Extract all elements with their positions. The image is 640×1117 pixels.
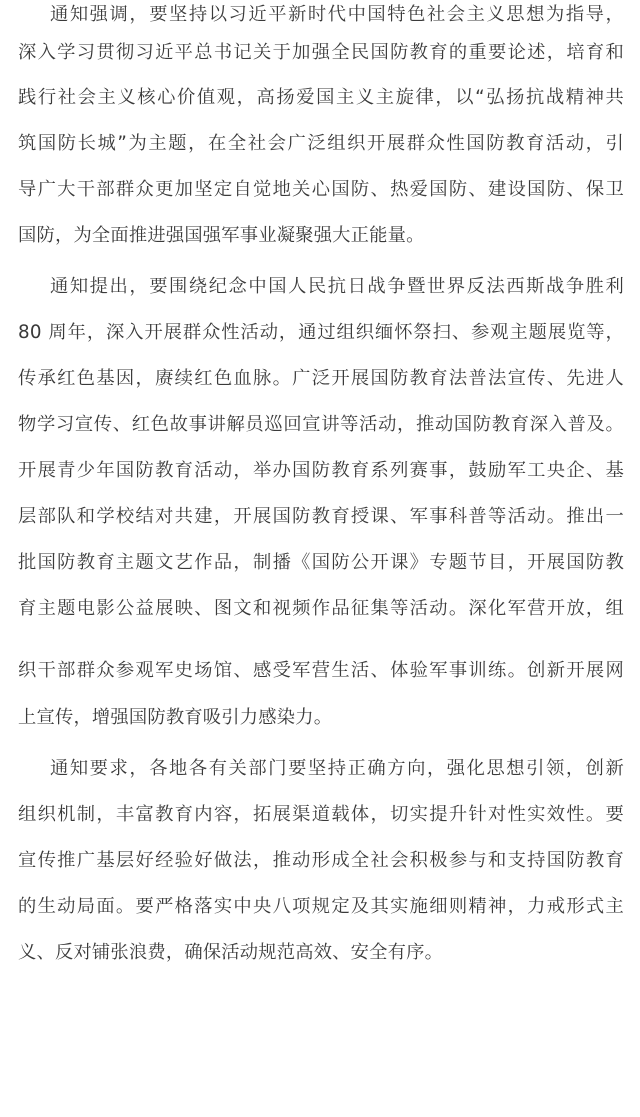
text-line: 组织机制，丰富教育内容，拓展渠道载体，切实提升针对性实效性。要 <box>18 804 624 825</box>
text-line: 育主题电影公益展映、图文和视频作品征集等活动。深化军营开放，组 <box>18 598 624 619</box>
text-line: 物学习宣传、红色故事讲解员巡回宣讲等活动，推动国防教育深入普及。 <box>18 414 624 435</box>
text-line: 践行社会主义核心价值观，高扬爱国主义主旋律，以“弘扬抗战精神共 <box>18 87 624 108</box>
text-line: 宣传推广基层好经验好做法，推动形成全社会积极参与和支持国防教育 <box>18 850 624 871</box>
text-line: 筑国防长城”为主题，在全社会广泛组织开展群众性国防教育活动，引 <box>18 133 624 154</box>
text-line: 开展青少年国防教育活动，举办国防教育系列赛事，鼓励军工央企、基 <box>18 460 624 481</box>
text-line: 深入学习贯彻习近平总书记关于加强全民国防教育的重要论述，培育和 <box>18 42 624 63</box>
text-line: 上宣传，增强国防教育吸引力感染力。 <box>18 707 333 728</box>
text-line: 通知提出，要围绕纪念中国人民抗日战争暨世界反法西斯战争胜利 <box>50 276 624 297</box>
text-line: 批国防教育主题文艺作品，制播《国防公开课》专题节目，开展国防教 <box>18 552 624 573</box>
text-line: 通知要求，各地各有关部门要坚持正确方向，强化思想引领，创新 <box>50 758 624 779</box>
text-line: 传承红色基因，赓续红色血脉。广泛开展国防教育法普法宣传、先进人 <box>18 368 624 389</box>
text-line: 80 周年，深入开展群众性活动，通过组织缅怀祭扫、参观主题展览等， <box>18 322 624 343</box>
text-line: 层部队和学校结对共建，开展国防教育授课、军事科普等活动。推出一 <box>18 506 624 527</box>
text-line: 义、反对铺张浪费，确保活动规范高效、安全有序。 <box>18 942 444 963</box>
text-line: 导广大干部群众更加坚定自觉地关心国防、热爱国防、建设国防、保卫 <box>18 179 624 200</box>
text-line: 织干部群众参观军史场馆、感受军营生活、体验军事训练。创新开展网 <box>18 660 624 681</box>
text-line: 的生动局面。要严格落实中央八项规定及其实施细则精神，力戒形式主 <box>18 896 624 917</box>
text-line: 国防，为全面推进强国强军事业凝聚强大正能量。 <box>18 225 425 246</box>
text-line: 通知强调，要坚持以习近平新时代中国特色社会主义思想为指导， <box>50 4 624 25</box>
